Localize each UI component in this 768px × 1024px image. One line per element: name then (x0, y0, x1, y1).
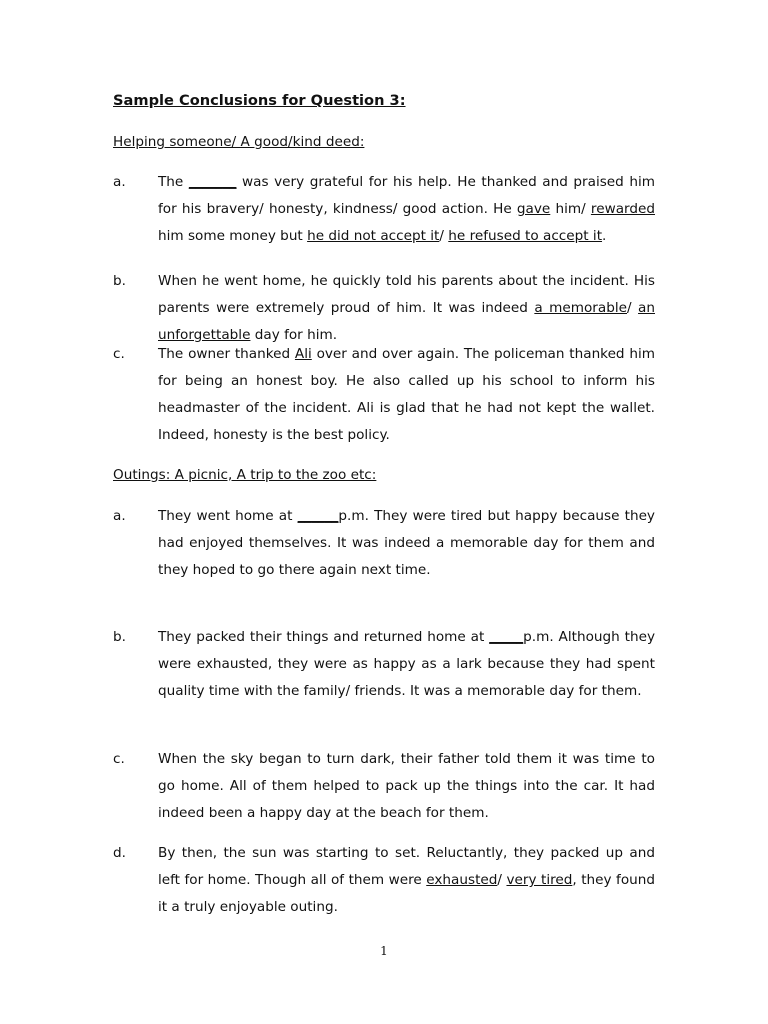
text-run: The owner thanked (158, 346, 295, 362)
list-marker: a. (113, 174, 126, 190)
text-run: / (497, 872, 507, 888)
underlined-phrase: exhausted (426, 872, 498, 888)
text-run: They went home at (158, 508, 298, 524)
text-run: By then, the sun was starting to set. Reluctantly, they packed up and left for home. Though all of them were (158, 845, 655, 888)
underlined-phrase: an unforgettable (158, 300, 655, 343)
paragraph-text (158, 746, 655, 827)
page-title: Sample Conclusions for Question 3: (113, 92, 406, 109)
underlined-phrase: a memorable (534, 300, 627, 316)
list-marker: a. (113, 508, 126, 524)
text-run: / (439, 228, 449, 244)
paragraph-text (158, 624, 655, 705)
underlined-phrase: very tired (506, 872, 573, 888)
underlined-phrase: he did not accept it (307, 228, 440, 244)
fill-in-blank: _______ (188, 174, 237, 190)
paragraph-text (158, 840, 655, 921)
text-run: They packed their things and returned home at (158, 629, 490, 645)
text-run: him some money but (158, 228, 308, 244)
underlined-phrase: gave (516, 201, 551, 217)
text-run: When he went home, he quickly told his parents about the incident. His parents were extremely proud of him. It was indeed (158, 273, 655, 316)
text-run: . (602, 228, 607, 244)
section-heading-helping: Helping someone/ A good/kind deed: (113, 134, 365, 150)
paragraph-text (158, 268, 655, 349)
paragraph-text (158, 169, 655, 250)
text-run: , they found it a truly enjoyable outing. (158, 872, 656, 915)
list-marker: b. (113, 273, 126, 289)
text-run: p.m. Although they were exhausted, they were as happy as a lark because they had spent quality time with the family/ friends. It was a memorable day for them. (158, 629, 655, 699)
text-run: him/ (550, 201, 591, 217)
text-run: was very grateful for his help. He thanked and praised him for his bravery/ honesty, kindness/ good action. He (158, 174, 656, 217)
paragraph-text (158, 341, 655, 449)
underlined-phrase: rewarded (590, 201, 655, 217)
page-number: 1 (380, 944, 388, 958)
paragraph-text (158, 503, 655, 584)
list-marker: c. (113, 346, 125, 362)
text-run: p.m. They were tired but happy because they had enjoyed themselves. It was indeed a memorable day for them and they hoped to go there again next time. (158, 508, 655, 578)
underlined-phrase: Ali (294, 346, 312, 362)
fill-in-blank: _____ (489, 629, 524, 645)
text-run: When the sky began to turn dark, their father told them it was time to go home. All of them helped to pack up the things into the car. It had indeed been a happy day at the beach for them. (158, 751, 655, 821)
section-heading-outings: Outings: A picnic, A trip to the zoo etc: (113, 467, 377, 483)
list-marker: b. (113, 629, 126, 645)
underlined-phrase: he refused to accept it (448, 228, 603, 244)
text-run: over and over again. The policeman thanked him for being an honest boy. He also called up his school to inform his headmaster of the incident. Ali is glad that he had not kept the wallet. Indeed, honesty is the best policy. (158, 346, 655, 443)
text-run: The (158, 174, 189, 190)
text-run: day for him. (250, 327, 338, 343)
fill-in-blank: ______ (297, 508, 339, 524)
text-run: / (627, 300, 639, 316)
list-marker: d. (113, 845, 126, 861)
list-marker: c. (113, 751, 125, 767)
